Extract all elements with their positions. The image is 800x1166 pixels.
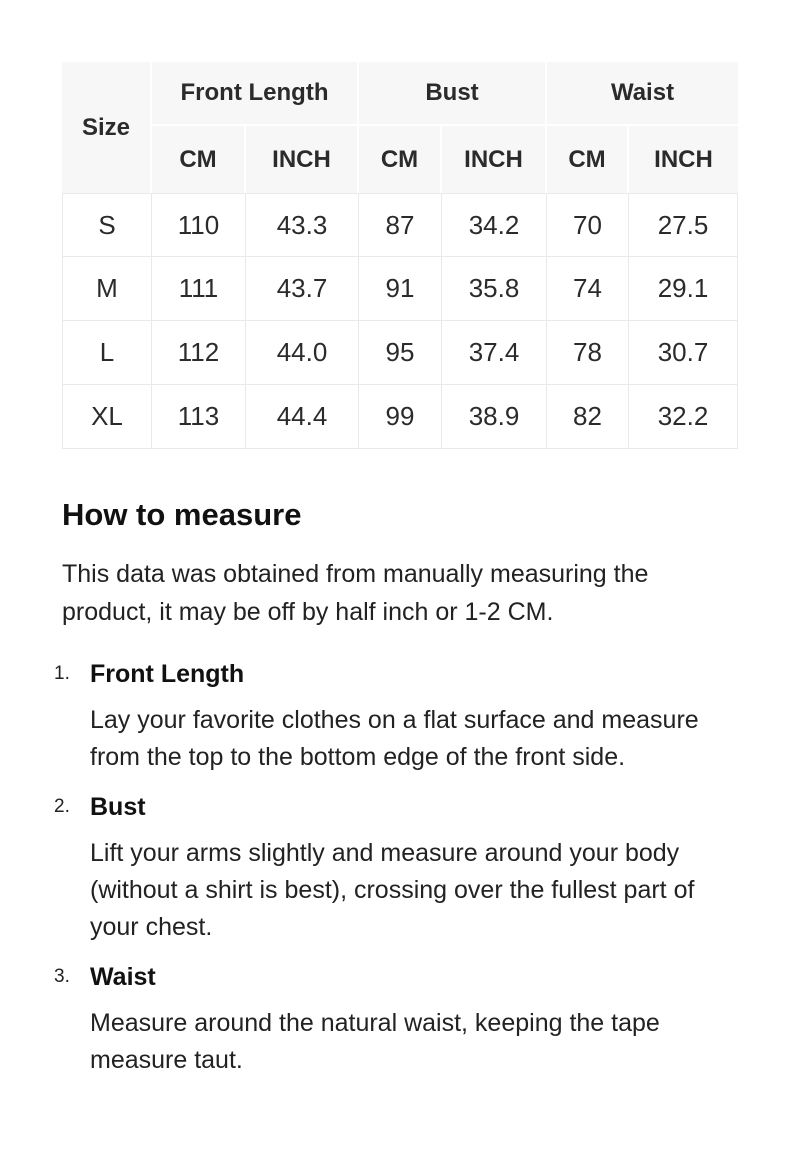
front-length-inch-cell: 44.4 <box>246 385 359 449</box>
front-length-inch-cell: 43.3 <box>246 193 359 257</box>
step-description: Lift your arms slightly and measure around your body (without a shirt is best), crossing over the fullest part of your chest. <box>90 839 695 941</box>
size-cell: M <box>62 257 152 321</box>
step-description: Lay your favorite clothes on a flat surface and measure from the top to the bottom edge of the front side. <box>90 706 699 771</box>
waist-cm-cell: 78 <box>547 321 629 385</box>
unit-header-waist-inch: INCH <box>629 126 738 193</box>
unit-header-row <box>62 126 738 193</box>
how-to-measure-title: How to measure <box>62 497 302 532</box>
waist-cm-cell: 74 <box>547 257 629 321</box>
front-length-inch-cell: 43.7 <box>246 257 359 321</box>
unit-header-front-length-inch: INCH <box>246 126 359 193</box>
column-header-size: Size <box>62 62 152 193</box>
size-chart-body <box>62 193 738 449</box>
waist-cm-cell: 70 <box>547 193 629 257</box>
group-header-row <box>62 62 738 126</box>
step-number: 3. <box>54 966 70 987</box>
bust-cm-cell: 99 <box>359 385 442 449</box>
bust-cm-cell: 91 <box>359 257 442 321</box>
measure-step-waist <box>54 960 740 1079</box>
unit-header-bust-inch: INCH <box>442 126 547 193</box>
step-body <box>90 960 740 1079</box>
step-body <box>90 790 740 946</box>
step-description: Measure around the natural waist, keeping the tape measure taut. <box>90 1009 660 1074</box>
bust-inch-cell: 38.9 <box>442 385 547 449</box>
step-title: Waist <box>90 963 156 991</box>
front-length-cm-cell: 113 <box>152 385 246 449</box>
step-number: 1. <box>54 663 70 684</box>
size-cell: S <box>62 193 152 257</box>
measure-step-front-length <box>54 657 740 776</box>
step-title: Front Length <box>90 660 245 688</box>
bust-inch-cell: 34.2 <box>442 193 547 257</box>
front-length-cm-cell: 111 <box>152 257 246 321</box>
front-length-cm-cell: 112 <box>152 321 246 385</box>
waist-inch-cell: 29.1 <box>629 257 738 321</box>
bust-cm-cell: 87 <box>359 193 442 257</box>
table-row-size-xl <box>62 385 738 449</box>
step-number: 2. <box>54 796 70 817</box>
measure-step-bust <box>54 790 740 946</box>
front-length-cm-cell: 110 <box>152 193 246 257</box>
size-chart-table <box>62 62 738 449</box>
size-cell: L <box>62 321 152 385</box>
unit-header-front-length-cm: CM <box>152 126 246 193</box>
bust-inch-cell: 35.8 <box>442 257 547 321</box>
waist-inch-cell: 30.7 <box>629 321 738 385</box>
bust-cm-cell: 95 <box>359 321 442 385</box>
bust-inch-cell: 37.4 <box>442 321 547 385</box>
front-length-inch-cell: 44.0 <box>246 321 359 385</box>
table-row-size-l <box>62 321 738 385</box>
group-header-waist: Waist <box>547 62 738 126</box>
unit-header-waist-cm: CM <box>547 126 629 193</box>
table-row-size-s <box>62 193 738 257</box>
waist-inch-cell: 27.5 <box>629 193 738 257</box>
step-title: Bust <box>90 793 146 821</box>
size-chart-header <box>62 62 738 193</box>
measure-steps-list <box>54 657 740 1079</box>
table-row-size-m <box>62 257 738 321</box>
unit-header-bust-cm: CM <box>359 126 442 193</box>
size-cell: XL <box>62 385 152 449</box>
step-body <box>90 657 740 776</box>
group-header-front-length: Front Length <box>152 62 359 126</box>
waist-inch-cell: 32.2 <box>629 385 738 449</box>
how-to-measure-intro: This data was obtained from manually measuring the product, it may be off by half inch or 1-2 CM. <box>62 560 649 626</box>
waist-cm-cell: 82 <box>547 385 629 449</box>
group-header-bust: Bust <box>359 62 547 126</box>
